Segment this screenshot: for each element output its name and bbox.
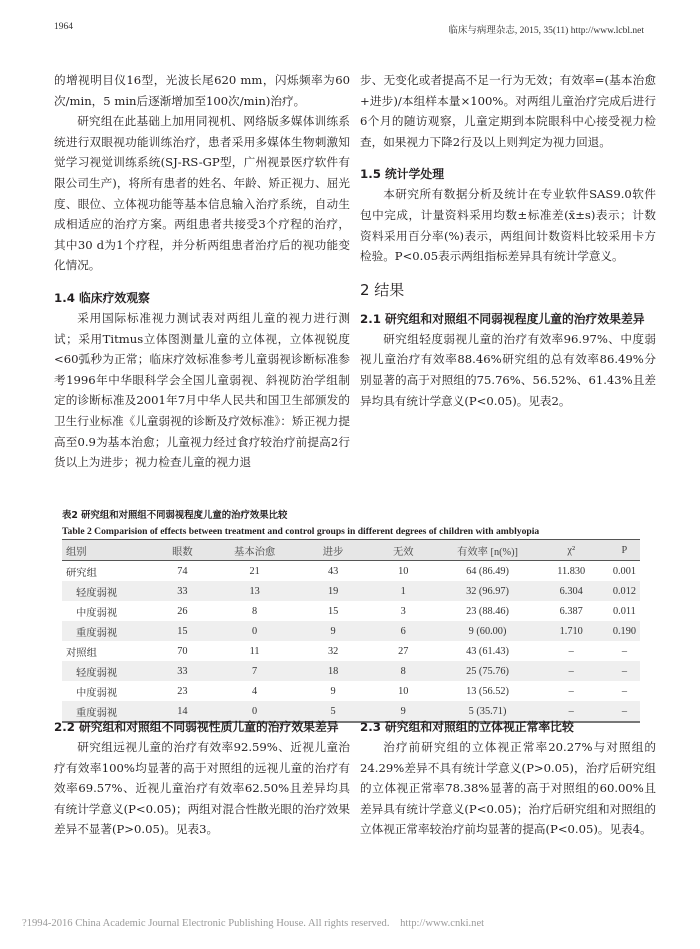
table-header-row [62,540,640,561]
table-cell-eyes: 14 [177,705,188,717]
table-cell-ineffective: 8 [400,665,406,677]
table-cell-chi2: 6.304 [559,585,583,597]
table-cell-eyes: 26 [177,605,188,617]
table-cell-ineffective: 27 [398,645,409,657]
column-header: χ² [567,544,576,556]
table-cell-rate: 5 (35.71) [468,705,507,717]
column-header: P [621,544,628,556]
table-cell-p: – [621,645,627,657]
paragraph: 研究组远视儿童的治疗有效率92.59%、近视儿童治疗有效率100%均显著的高于对照组的远视儿童的治疗有效率69.57%、近视儿童治疗有效率62.50%且差异均具有统计学意义(P<0.05)；两组对混合性散光眼的治疗效果差异不显著(P>0.05)。见表3。 [54,740,350,837]
table-cell-group: 重度弱视 [76,627,118,639]
table-cell-group: 研究组 [66,567,97,579]
table-row [62,621,640,641]
table-cell-group: 对照组 [66,647,97,659]
table-cell-rate: 43 (61.43) [466,645,509,657]
table-cell-cured: 0 [252,705,258,717]
table-cell-ineffective: 10 [398,685,409,697]
section-heading-2-1: 2.1 研究组和对照组不同弱视程度儿童的治疗效果差异 [360,311,645,326]
table-cell-improved: 18 [327,665,339,677]
table-cell-ineffective: 1 [400,585,406,597]
table-cell-p: – [621,665,627,677]
section-heading-1-5: 1.5 统计学处理 [360,167,444,182]
table-cell-chi2: – [568,645,574,657]
table-cell-ineffective: 9 [400,705,406,717]
table-2 [62,507,640,723]
column-header: 组别 [66,546,87,558]
paragraph: 步、无变化或者提高不足一行为无效；有效率=(基本治愈+进步)/本组样本量×100%。对两组儿童治疗完成后进行6个月的随访观察，儿童定期到本院眼科中心接受视力检查，如果视力下降2行及以上则判定为视力回退。 [360,73,656,149]
table-cell-cured: 0 [252,625,258,637]
table-cell-chi2: 11.830 [557,565,586,577]
page-number: 1964 [54,22,73,32]
table-cell-improved: 15 [327,605,339,617]
table-cell-chi2: 6.387 [559,605,583,617]
paragraph: 研究组在此基础上加用同视机、网络版多媒体训练系统进行双眼视功能训练治疗，患者采用多媒体生物刺激知觉学习视觉训练系统(SJ-RS-GP型，广州视景医疗软件有限公司生产)，将所有患者的姓名、年龄、矫正视力、屈光度、眼位、立体视功能等基本信息输入治疗系统，自动生成相适应的治疗方案。两组患者共接受3个疗程的治疗，其中30 d为1个疗程，并分析两组患者治疗后的视功能变化情况。 [54,114,350,273]
column-header: 进步 [322,546,344,558]
table-cell-cured: 11 [249,645,260,657]
table-cell-improved: 19 [327,585,339,597]
table-cell-improved: 9 [330,625,336,637]
table-cell-chi2: 1.710 [559,625,583,637]
table-cell-p: 0.190 [612,625,636,637]
table-row [62,661,640,681]
table-cell-rate: 13 (56.52) [466,685,509,697]
table-row [62,601,640,621]
table-cell-rate: 9 (60.00) [468,625,507,637]
table-cell-chi2: – [568,665,574,677]
section-heading-2: 2 结果 [360,280,405,299]
column-header: 基本治愈 [234,546,276,558]
paragraph: 本研究所有数据分析及统计在专业软件SAS9.0软件包中完成，计量资料采用均数±标准差(x̄±s)表示；计数资料采用百分率(%)表示，两组间计数资料比较采用卡方检验。P<0.05表示两组指标差异具有统计学意义。 [360,187,656,264]
copyright-footer: ?1994-2016 China Academic Journal Electronic Publishing House. All rights reserved. http://www.cnki.net [22,918,485,929]
table-cell-improved: 9 [330,685,336,697]
section-heading-2-3: 2.3 研究组和对照组的立体视正常率比较 [360,720,574,734]
table-row [62,581,640,601]
table-row [62,641,640,661]
table-cell-ineffective: 6 [400,625,406,637]
table-cell-rate: 64 (86.49) [466,565,509,577]
table-cell-improved: 5 [330,705,336,717]
table-cell-cured: 7 [252,665,258,677]
paragraph: 研究组轻度弱视儿童的治疗有效率96.97%、中度弱视儿童治疗有效率88.46%研究组的总有效率86.49%分别显著的高于对照组的75.76%、56.52%、61.43%且差异均具有统计学意义(P<0.05)。见表2。 [360,331,656,408]
left-column [54,70,350,473]
table-cell-eyes: 74 [177,565,188,577]
table-cell-group: 轻度弱视 [76,667,118,679]
table-row [62,681,640,701]
table-cell-cured: 13 [249,585,260,597]
paragraph: 的增视明目仪16型，光波长尾620 mm，闪烁频率为60次/min，5 min后逐渐增加至100次/min)治疗。 [54,73,350,108]
section-heading-2-2: 2.2 研究组和对照组不同弱视性质儿童的治疗效果差异 [54,720,339,734]
table-cell-group: 轻度弱视 [76,587,118,599]
table-cell-eyes: 33 [177,585,188,597]
table-cell-p: – [621,685,627,697]
table-cell-ineffective: 3 [400,605,406,617]
table-cell-improved: 32 [327,645,339,657]
table-cell-rate: 32 (96.97) [466,585,509,597]
table-cell-p: – [621,705,627,717]
paragraph: 治疗前研究组的立体视正常率20.27%与对照组的24.29%差异不具有统计学意义(P>0.05)，治疗后研究组的立体视正常率78.38%显著的高于对照组的60.00%且差异具有统计学意义(P<0.05)；治疗后研究组和对照组的立体视正常率较治疗前均显著的提高(P<0.05)。见表4。 [360,740,656,837]
table-cell-eyes: 70 [177,645,188,657]
table-cell-cured: 21 [249,565,260,577]
bottom-right-column [360,717,656,840]
table-cell-improved: 43 [327,565,339,577]
table-cell-ineffective: 10 [398,565,409,577]
table-cell-chi2: – [568,705,574,717]
table-row [62,561,640,582]
paragraph: 采用国际标准视力测试表对两组儿童的视力进行测试；采用Titmus立体图测量儿童的立体视，立体视锐度<60弧秒为正常；临床疗效标准参考儿童弱视诊断标准参考1996年中华眼科学会全国儿童弱视、斜视防治学组制定的诊断标准及2001年7月中华人民共和国卫生部颁发的卫生行业标准《儿童弱视的诊断及疗效标准》：矫正视力提高至0.9为基本治愈；儿童视力经过食疗较治疗前提高2行货以上为进步；视力检查儿童的视力退 [54,310,350,470]
column-header: 眼数 [172,546,193,558]
table-cell-p: 0.012 [612,585,636,597]
table-cell-rate: 25 (75.76) [466,665,509,677]
table-cell-group: 中度弱视 [76,607,118,619]
table-cell-rate: 23 (88.46) [466,605,509,617]
table-caption-en: Table 2 Comparision of effects between treatment and control groups in different degrees of children with amblyopia [62,526,540,537]
results-table [62,539,640,723]
table-cell-chi2: – [568,685,574,697]
table-cell-eyes: 23 [177,685,188,697]
table-cell-cured: 4 [252,685,258,697]
table-cell-p: 0.011 [613,605,636,617]
table-cell-group: 中度弱视 [76,687,118,699]
column-header: 有效率 [n(%)] [457,546,518,558]
table-cell-eyes: 15 [177,625,188,637]
table-caption-zh: 表2 研究组和对照组不同弱视程度儿童的治疗效果比较 [62,510,288,521]
section-heading-1-4: 1.4 临床疗效观察 [54,290,150,305]
table-cell-p: 0.001 [612,565,636,577]
journal-header: 临床与病理杂志, 2015, 35(11) http://www.lcbl.net [448,26,644,36]
column-header: 无效 [392,546,414,558]
right-column [360,70,656,411]
table-cell-group: 重度弱视 [76,707,118,719]
bottom-left-column [54,717,350,840]
table-cell-cured: 8 [252,605,258,617]
table-cell-eyes: 33 [177,665,188,677]
